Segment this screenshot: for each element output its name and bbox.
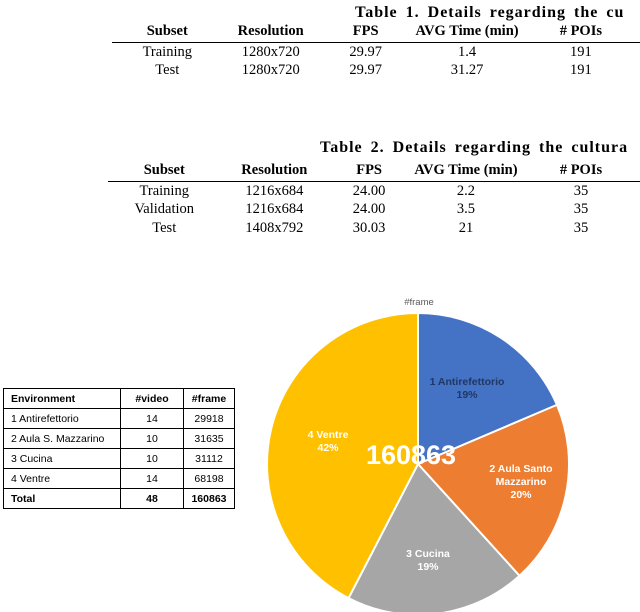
table2-header-resolution: Resolution xyxy=(241,162,308,178)
table2-cell: 30.03 xyxy=(352,219,386,236)
table1-cell: 1.4 xyxy=(457,43,477,60)
table-row xyxy=(108,201,640,220)
table2-cell: 35 xyxy=(573,201,589,218)
table1-cell: 31.27 xyxy=(450,62,484,79)
env-cell: 31112 xyxy=(184,449,235,469)
table2-cell: Validation xyxy=(134,201,195,218)
table1-header-resolution: Resolution xyxy=(237,23,304,39)
env-cell: 31635 xyxy=(184,429,235,449)
table2-header-row xyxy=(108,160,640,182)
env-header-environment: Environment xyxy=(4,389,121,409)
env-cell: 1 Antirefettorio xyxy=(4,409,121,429)
table-row xyxy=(4,429,235,449)
table-row xyxy=(4,449,235,469)
table1-cell: 191 xyxy=(569,62,592,79)
env-cell: 68198 xyxy=(184,469,235,489)
table1-header-subset: Subset xyxy=(146,23,188,39)
table2-cell: Training xyxy=(139,182,189,199)
env-total-frames: 160863 xyxy=(184,489,235,509)
pie-label-pct: 19% xyxy=(456,389,478,401)
env-table-header-row xyxy=(4,389,235,409)
table-row xyxy=(4,409,235,429)
table2-caption: Table 2. Details regarding the cultura xyxy=(320,139,629,156)
table2-cell: 2.2 xyxy=(456,182,476,199)
table2-cell: 35 xyxy=(573,182,589,199)
pie-chart-title: #frame xyxy=(404,297,434,308)
pie-label-pct: 19% xyxy=(417,561,439,573)
pie-label-text: 3 Cucina xyxy=(406,548,450,560)
table1-header-pois: # POIs xyxy=(559,23,602,39)
table1 xyxy=(112,21,640,80)
pie-label-pct: 20% xyxy=(510,489,532,501)
pie-label-text: 1 Antirefettorio xyxy=(429,376,505,388)
environment-table xyxy=(3,388,235,509)
table2-cell: 21 xyxy=(458,219,474,236)
table1-cell: 1280x720 xyxy=(241,62,300,79)
table-row xyxy=(112,62,640,81)
pie-label-antirefettorio xyxy=(412,376,522,402)
pie-label-text: 2 Aula Santo Mazzarino xyxy=(489,463,553,488)
table2-cell: 3.5 xyxy=(456,201,476,218)
pie-total-frames-value: 160863 xyxy=(365,440,457,470)
table2-cell: 1408x792 xyxy=(245,219,304,236)
env-total-row xyxy=(4,489,235,509)
pie-label-pct: 42% xyxy=(317,442,339,454)
table1-header-avg-time: AVG Time (min) xyxy=(415,23,519,39)
table1-cell: Training xyxy=(142,43,192,60)
env-cell: 4 Ventre xyxy=(4,469,121,489)
table1-cell: 191 xyxy=(569,43,592,60)
table2-header-subset: Subset xyxy=(143,162,185,178)
table1-cell: Test xyxy=(155,62,180,79)
pie-label-aula-santo-mazzarino xyxy=(475,463,567,502)
table-row xyxy=(4,469,235,489)
pie-label-text: 4 Ventre xyxy=(307,429,349,441)
table-row xyxy=(108,182,640,201)
table1-cell: 29.97 xyxy=(349,62,382,79)
table1-header-fps: FPS xyxy=(352,23,379,39)
table2-header-pois: # POIs xyxy=(559,162,603,178)
table2-cell: 24.00 xyxy=(352,201,386,218)
table2-cell: 35 xyxy=(573,219,589,236)
env-cell: 2 Aula S. Mazzarino xyxy=(4,429,121,449)
env-cell: 29918 xyxy=(184,409,235,429)
table-row xyxy=(112,43,640,62)
env-total-videos: 48 xyxy=(121,489,184,509)
table1-header-row xyxy=(112,21,640,43)
env-header-video: #video xyxy=(121,389,184,409)
env-total-label: Total xyxy=(4,489,121,509)
table2-cell: Test xyxy=(152,219,177,236)
table2-cell: 24.00 xyxy=(352,182,386,199)
table2-header-fps: FPS xyxy=(356,162,382,178)
table2-cell: 1216x684 xyxy=(245,182,304,199)
env-cell: 14 xyxy=(121,469,184,489)
pie-label-ventre xyxy=(283,429,373,455)
table1-cell: 1280x720 xyxy=(241,43,300,60)
table1-cell: 29.97 xyxy=(349,43,382,60)
env-cell: 10 xyxy=(121,429,184,449)
table2-cell: 1216x684 xyxy=(245,201,304,218)
env-header-frame: #frame xyxy=(184,389,235,409)
table1-caption: Table 1. Details regarding the cu xyxy=(355,4,625,21)
table2 xyxy=(108,160,640,238)
table2-header-avg-time: AVG Time (min) xyxy=(414,162,518,178)
env-cell: 14 xyxy=(121,409,184,429)
table-row xyxy=(108,219,640,238)
env-cell: 10 xyxy=(121,449,184,469)
pie-label-cucina xyxy=(383,548,473,574)
env-cell: 3 Cucina xyxy=(4,449,121,469)
